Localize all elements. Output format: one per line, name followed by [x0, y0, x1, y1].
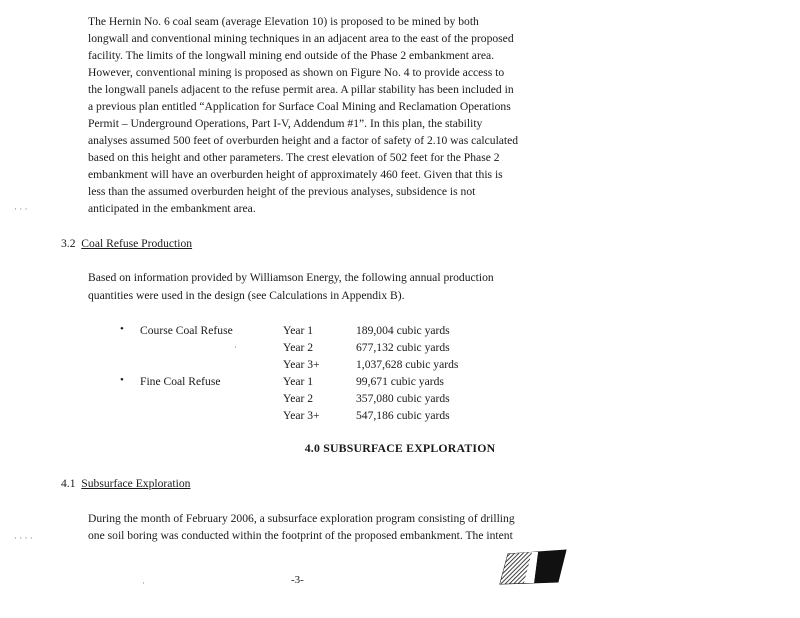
paragraph-line: Based on information provided by Williamson Energy, the following annual production — [88, 271, 494, 284]
section-title: Coal Refuse Production — [81, 237, 193, 250]
bullet-icon: • — [120, 323, 124, 335]
refuse-type: Course Coal Refuse — [140, 324, 233, 337]
paragraph-line: one soil boring was conducted within the footprint of the proposed embankment. The intent — [88, 529, 513, 542]
paragraph-line: facility. The limits of the longwall mining end outside of the Phase 2 embankment area. — [88, 49, 495, 62]
section-heading-4-1 — [61, 477, 190, 490]
paragraph-line: The Hernin No. 6 coal seam (average Elevation 10) is proposed to be mined by both — [88, 15, 479, 28]
paragraph-line: based on this height and other parameters. The crest elevation of 502 feet for the Phase 2 — [88, 151, 500, 164]
scan-speck: · — [234, 342, 237, 352]
section-heading-3-2 — [61, 237, 192, 250]
scan-speck: · · · — [14, 204, 28, 214]
year-label: Year 2 — [283, 392, 314, 405]
paragraph-line: Permit – Underground Operations, Part I-V, Addendum #1”. In this plan, the stability — [88, 117, 483, 130]
year-label: Year 2 — [283, 341, 314, 354]
scan-speck: · — [142, 578, 145, 588]
quantity-value: 547,186 cubic yards — [356, 409, 450, 422]
paragraph-line: a previous plan entitled “Application for Surface Coal Mining and Reclamation Operations — [88, 100, 511, 113]
paragraph-line: the longwall panels adjacent to the refuse permit area. A pillar stability has been included in — [88, 83, 514, 96]
quantity-value: 189,004 cubic yards — [356, 324, 450, 337]
quantity-value: 677,132 cubic yards — [356, 341, 450, 354]
paragraph-line: analyses assumed 500 feet of overburden height and a factor of safety of 2.10 was calculated — [88, 134, 519, 147]
section-number: 3.2 — [61, 237, 76, 250]
paragraph-line: quantities were used in the design (see Calculations in Appendix B). — [88, 289, 405, 302]
quantity-value: 357,080 cubic yards — [356, 392, 450, 405]
paragraph-line: anticipated in the embankment area. — [88, 202, 256, 215]
year-label: Year 3+ — [283, 358, 320, 371]
quantity-value: 1,037,628 cubic yards — [356, 358, 459, 371]
bullet-icon: • — [120, 374, 124, 386]
paragraph-line: longwall and conventional mining techniques in an adjacent area to the east of the proposed — [88, 32, 514, 45]
year-label: Year 1 — [283, 375, 314, 388]
section-number: 4.1 — [61, 477, 76, 490]
section-title: Subsurface Exploration — [81, 477, 191, 490]
quantity-value: 99,671 cubic yards — [356, 375, 444, 388]
stamp-logo — [498, 548, 570, 586]
paragraph-line: less than the assumed overburden height of the previous analyses, subsidence is not — [88, 185, 476, 198]
refuse-type: Fine Coal Refuse — [140, 375, 221, 388]
scan-speck: · · · · — [14, 533, 33, 543]
year-label: Year 1 — [283, 324, 314, 337]
page-number: -3- — [291, 574, 304, 586]
year-label: Year 3+ — [283, 409, 320, 422]
section-heading-4-0: 4.0 SUBSURFACE EXPLORATION — [304, 441, 496, 455]
paragraph-line: However, conventional mining is proposed as shown on Figure No. 4 to provide access to — [88, 66, 505, 79]
paragraph-line: embankment will have an overburden height of approximately 460 feet. Given that this is — [88, 168, 503, 181]
paragraph-line: During the month of February 2006, a subsurface exploration program consisting of drilling — [88, 512, 515, 525]
